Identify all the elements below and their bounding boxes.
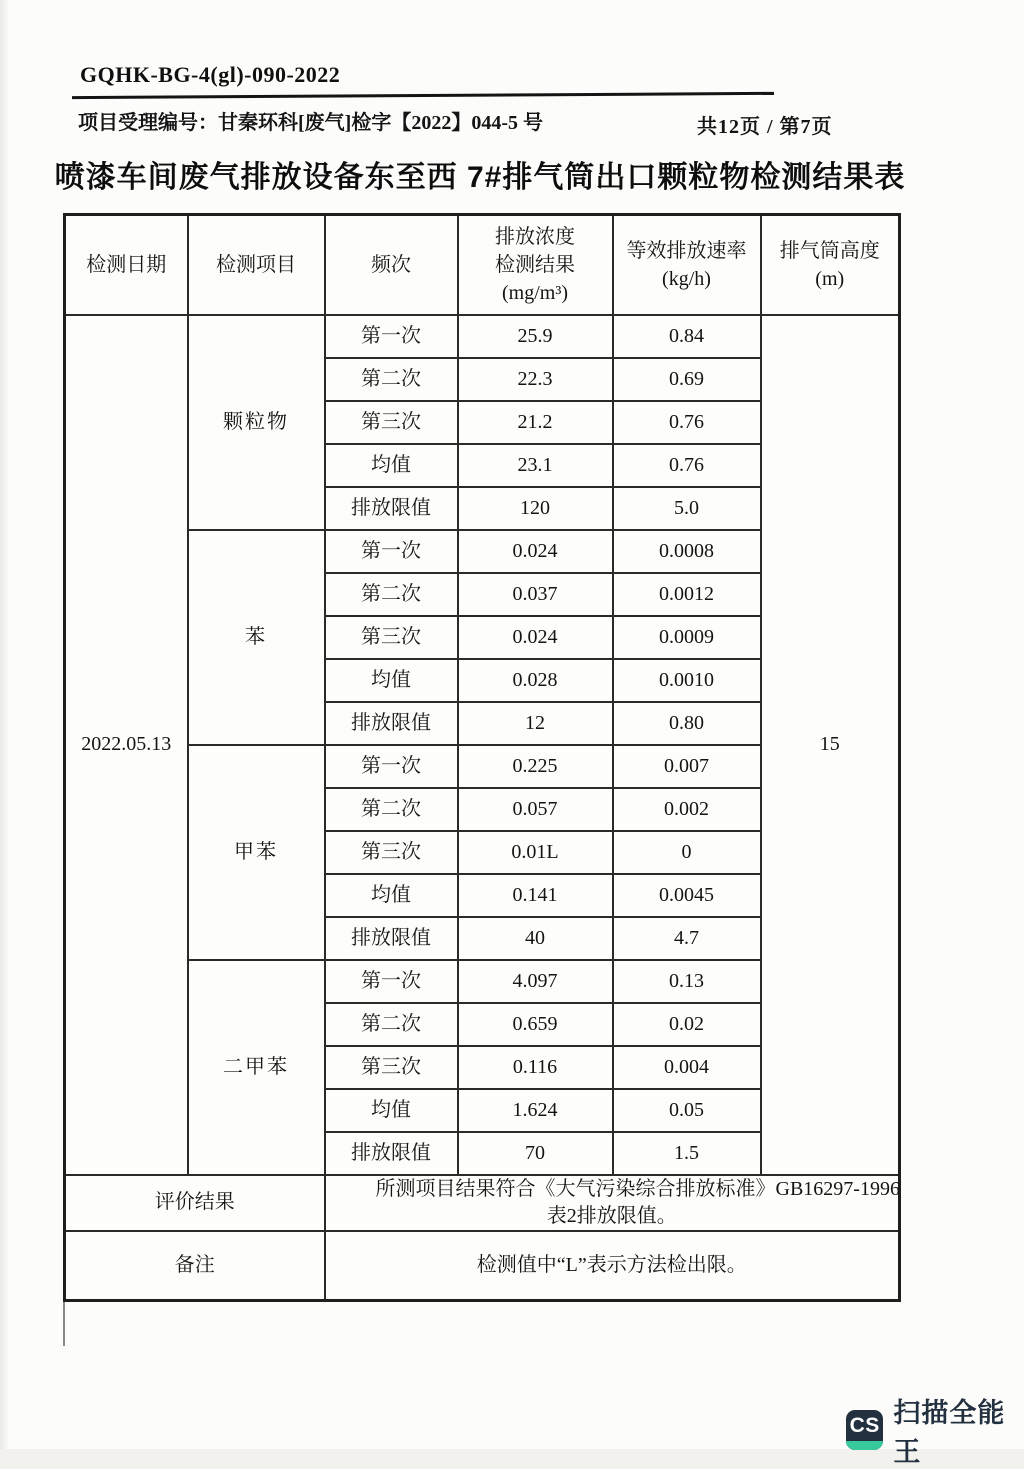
- col-header-frequency: 频次: [325, 215, 458, 315]
- rate-cell: 4.7: [613, 917, 761, 960]
- col-header-stack-height: 排气筒高度 (m): [761, 215, 900, 315]
- rate-cell: 1.5: [613, 1132, 761, 1175]
- frequency-cell: 排放限值: [325, 487, 458, 530]
- evaluation-text: [325, 1175, 900, 1231]
- evaluation-label: 评价结果: [65, 1175, 325, 1231]
- frequency-cell: 第二次: [325, 573, 458, 616]
- frequency-cell: 第一次: [325, 960, 458, 1003]
- frequency-cell: 第二次: [325, 788, 458, 831]
- concentration-cell: 0.057: [458, 788, 613, 831]
- col-header-date: 检测日期: [65, 215, 188, 315]
- evaluation-line1: 所测项目结果符合《大气污染综合排放标准》GB16297-1996: [375, 1177, 900, 1200]
- frequency-cell: 第三次: [325, 831, 458, 874]
- frequency-cell: 均值: [325, 874, 458, 917]
- concentration-cell: 21.2: [458, 401, 613, 444]
- rate-cell: 0.02: [613, 1003, 761, 1046]
- scan-artifact-line: [63, 1302, 65, 1346]
- camscanner-brand-text: 扫描全能王: [893, 1398, 1006, 1467]
- concentration-cell: 23.1: [458, 444, 613, 487]
- frequency-cell: 第三次: [325, 616, 458, 659]
- concentration-cell: 0.659: [458, 1003, 613, 1046]
- date-cell: 2022.05.13: [65, 315, 188, 1175]
- frequency-cell: 第一次: [325, 745, 458, 788]
- concentration-cell: 70: [458, 1132, 613, 1175]
- header-underline: [72, 92, 774, 99]
- frequency-cell: 排放限值: [325, 702, 458, 745]
- evaluation-line2: 表2排放限值。: [546, 1204, 677, 1227]
- frequency-cell: 均值: [325, 659, 458, 702]
- document-code: GQHK-BG-4(gl)-090-2022: [80, 62, 341, 87]
- rate-cell: 0: [613, 831, 761, 874]
- frequency-cell: 第三次: [325, 401, 458, 444]
- rate-cell: 0.002: [613, 788, 761, 831]
- rate-cell: 0.0009: [613, 616, 761, 659]
- item-cell: 二甲苯: [188, 960, 325, 1175]
- rate-cell: 0.0012: [613, 573, 761, 616]
- results-table-header: [65, 215, 900, 315]
- rate-cell: 0.69: [613, 358, 761, 401]
- item-cell: 颗粒物: [188, 315, 325, 530]
- header-row: [65, 215, 900, 315]
- concentration-cell: 0.024: [458, 530, 613, 573]
- case-number: 项目受理编号：甘秦环科[废气]检字【2022】044-5 号: [78, 112, 543, 134]
- concentration-cell: 40: [458, 917, 613, 960]
- frequency-cell: 第一次: [325, 530, 458, 573]
- rate-cell: 0.0045: [613, 874, 761, 917]
- rate-cell: 0.0008: [613, 530, 761, 573]
- frequency-cell: 第二次: [325, 358, 458, 401]
- frequency-cell: 均值: [325, 444, 458, 487]
- rate-cell: 0.80: [613, 702, 761, 745]
- results-table: [63, 213, 901, 1302]
- concentration-cell: 0.01L: [458, 831, 613, 874]
- remark-row: [65, 1231, 900, 1301]
- rate-cell: 0.84: [613, 315, 761, 358]
- concentration-cell: 0.225: [458, 745, 613, 788]
- rate-cell: 0.007: [613, 745, 761, 788]
- concentration-cell: 120: [458, 487, 613, 530]
- results-table-body: [65, 315, 900, 1175]
- concentration-cell: 12: [458, 702, 613, 745]
- frequency-cell: 第一次: [325, 315, 458, 358]
- remark-text: 检测值中“L”表示方法检出限。: [325, 1231, 900, 1301]
- table-row: [65, 315, 900, 358]
- concentration-cell: 0.116: [458, 1046, 613, 1089]
- concentration-cell: 0.141: [458, 874, 613, 917]
- rate-cell: 0.76: [613, 401, 761, 444]
- page-count: 共12页 / 第7页: [697, 116, 833, 138]
- rate-cell: 0.0010: [613, 659, 761, 702]
- col-header-item: 检测项目: [188, 215, 325, 315]
- rate-cell: 0.13: [613, 960, 761, 1003]
- stack-height-cell: 15: [761, 315, 900, 1175]
- rate-cell: 0.76: [613, 444, 761, 487]
- concentration-cell: 25.9: [458, 315, 613, 358]
- concentration-cell: 22.3: [458, 358, 613, 401]
- report-title: 喷漆车间废气排放设备东至西 7#排气筒出口颗粒物检测结果表: [54, 161, 906, 194]
- concentration-cell: 4.097: [458, 960, 613, 1003]
- rate-cell: 0.05: [613, 1089, 761, 1132]
- item-cell: 苯: [188, 530, 325, 745]
- col-header-rate: 等效排放速率 (kg/h): [613, 215, 761, 315]
- concentration-cell: 0.037: [458, 573, 613, 616]
- camscanner-cs-letters: CS: [849, 1414, 880, 1437]
- concentration-cell: 0.024: [458, 616, 613, 659]
- results-table-footer: [65, 1175, 900, 1301]
- frequency-cell: 第三次: [325, 1046, 458, 1089]
- camscanner-watermark: [846, 1391, 1024, 1469]
- item-cell: 甲苯: [188, 745, 325, 960]
- evaluation-row: [65, 1175, 900, 1231]
- frequency-cell: 均值: [325, 1089, 458, 1132]
- concentration-cell: 1.624: [458, 1089, 613, 1132]
- frequency-cell: 第二次: [325, 1003, 458, 1046]
- rate-cell: 5.0: [613, 487, 761, 530]
- camscanner-icon: [846, 1410, 883, 1450]
- rate-cell: 0.004: [613, 1046, 761, 1089]
- frequency-cell: 排放限值: [325, 1132, 458, 1175]
- concentration-cell: 0.028: [458, 659, 613, 702]
- col-header-concentration: 排放浓度 检测结果 (mg/m³): [458, 215, 613, 315]
- frequency-cell: 排放限值: [325, 917, 458, 960]
- remark-label: 备注: [65, 1231, 325, 1301]
